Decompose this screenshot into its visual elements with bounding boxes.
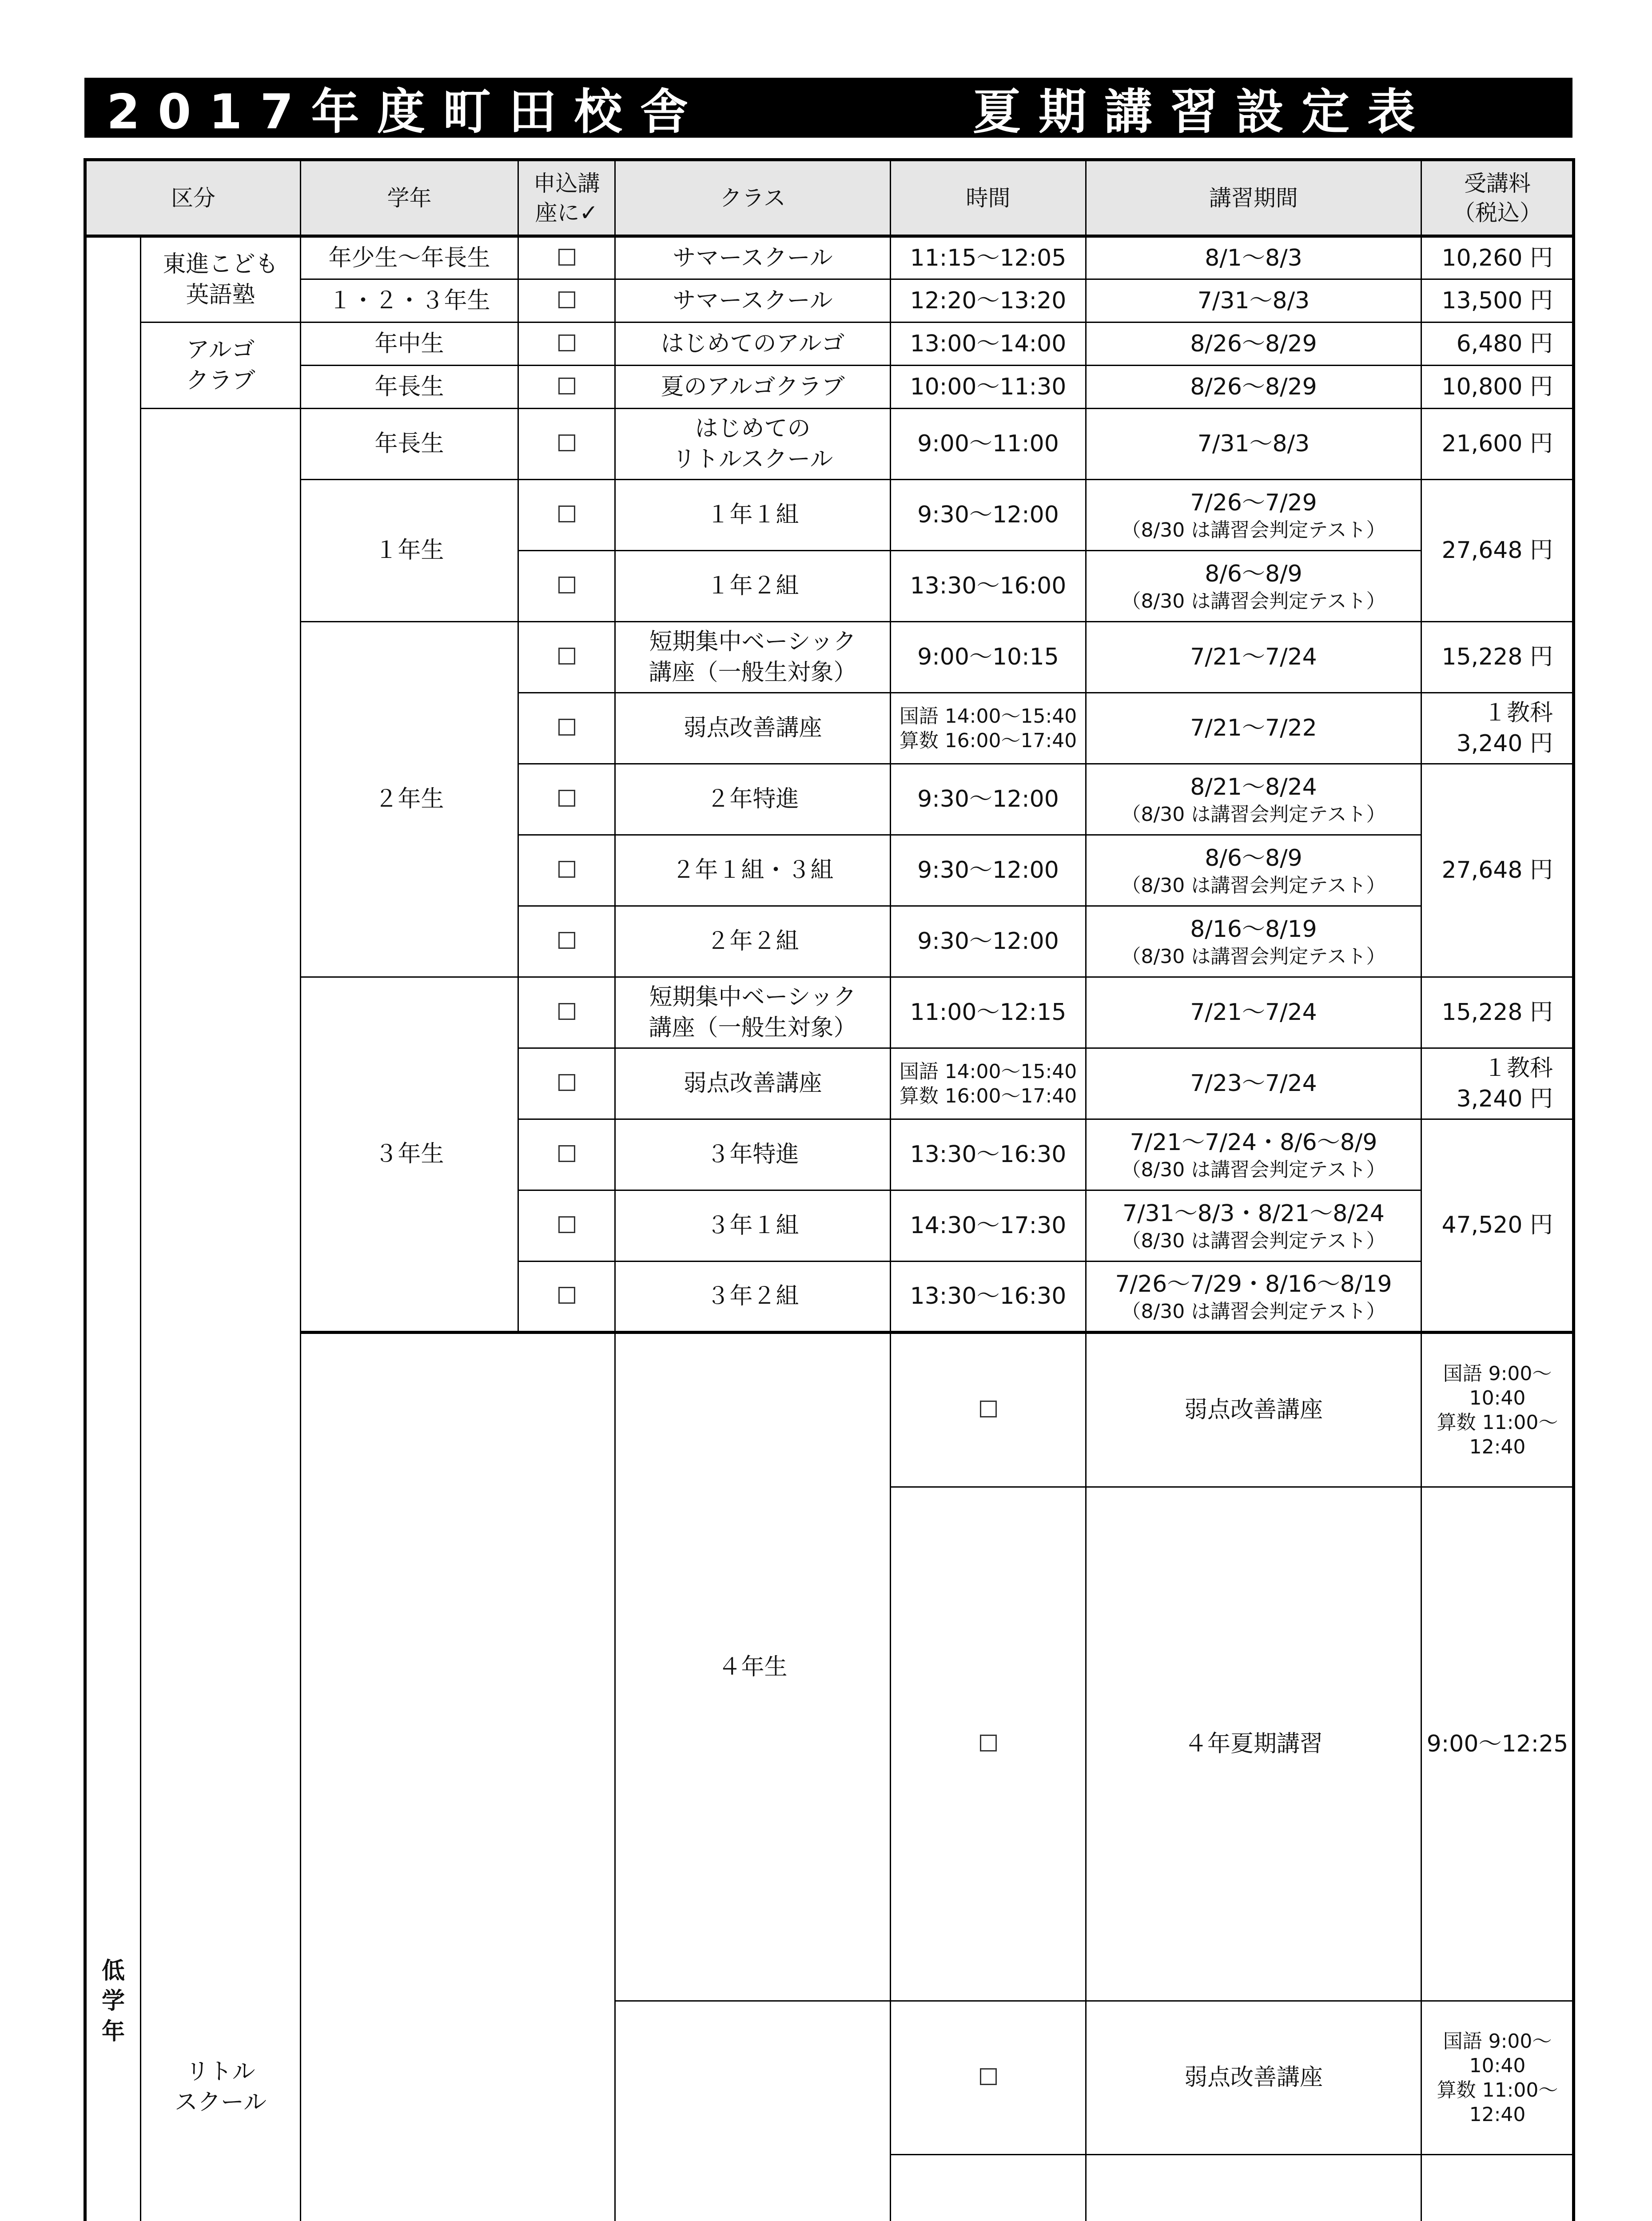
period-cell: 8/16〜8/19 （8/30 は講習会判定テスト）	[1086, 906, 1421, 977]
table-row	[85, 366, 1574, 409]
time-cell: 14:30〜17:30	[891, 1190, 1086, 1262]
class-cell: 夏のアルゴクラブ	[615, 366, 891, 409]
grade-cell: ３年生	[301, 977, 518, 1333]
apply-checkbox[interactable]	[891, 1487, 1086, 2001]
fee-cell: 27,648 円	[1421, 480, 1574, 622]
period-cell: 7/21〜7/24	[1086, 977, 1421, 1048]
apply-checkbox[interactable]	[518, 622, 615, 693]
header-kubun: 区分	[85, 160, 301, 236]
grade-cell: ２年生	[301, 622, 518, 977]
time-cell: 9:00〜10:15	[891, 622, 1086, 693]
grade-cell: １・２・３年生	[301, 279, 518, 322]
schedule-table	[84, 158, 1575, 2221]
table-row	[85, 409, 1574, 480]
period-cell: 7/31〜8/3	[1086, 409, 1421, 480]
section-low-grade: 低 学 年	[85, 236, 141, 2221]
period-cell: 7/26〜7/29・8/16〜8/19 （8/30 は講習会判定テスト）	[1086, 1262, 1421, 1333]
apply-checkbox[interactable]	[518, 1262, 615, 1333]
fee-cell: 6,480 円	[1421, 322, 1574, 366]
class-cell: １年１組	[615, 480, 891, 551]
header-grade: 学年	[301, 160, 518, 236]
time-cell: 9:30〜12:00	[891, 835, 1086, 906]
fee-cell: 15,228 円	[1421, 622, 1574, 693]
grade-cell: 年長生	[301, 409, 518, 480]
table-row	[85, 1333, 1574, 1487]
apply-checkbox[interactable]	[891, 2001, 1086, 2155]
period-cell: 8/6〜8/9 （8/30 は講習会判定テスト）	[1086, 835, 1421, 906]
grade-cell: １年生	[301, 480, 518, 622]
grade-cell: 年少生〜年長生	[301, 236, 518, 279]
apply-checkbox[interactable]	[518, 977, 615, 1048]
group-toshin-kodomo: 東進こども 英語塾	[141, 236, 301, 322]
apply-checkbox[interactable]	[518, 835, 615, 906]
time-cell: 13:00〜14:00	[891, 322, 1086, 366]
class-cell: ３年２組	[615, 1262, 891, 1333]
class-cell: はじめてのアルゴ	[615, 322, 891, 366]
time-cell: 10:00〜11:30	[891, 366, 1086, 409]
period-cell: 7/23〜7/24	[1086, 1048, 1421, 1119]
class-cell: 短期集中ベーシック 講座（一般生対象）	[615, 977, 891, 1048]
apply-checkbox[interactable]	[518, 409, 615, 480]
time-cell: 9:30〜12:00	[891, 480, 1086, 551]
time-cell: 9:00〜12:25	[1421, 1487, 1574, 2001]
class-cell: はじめての リトルスクール	[615, 409, 891, 480]
grade-cell: 年長生	[301, 366, 518, 409]
class-cell: 短期集中ベーシック 講座（一般生対象）	[615, 622, 891, 693]
class-cell: ２年１組・３組	[615, 835, 891, 906]
grade-cell	[615, 2001, 891, 2221]
title-school-year: 2017年度町田校舎	[107, 84, 706, 140]
period-cell: 7/21〜7/22	[1086, 693, 1421, 764]
class-cell: 弱点改善講座	[615, 693, 891, 764]
apply-checkbox[interactable]	[518, 1048, 615, 1119]
class-cell: ４年夏期講習	[1086, 1487, 1421, 2001]
fee-cell: 10,260 円	[1421, 236, 1574, 279]
apply-checkbox[interactable]	[518, 366, 615, 409]
apply-checkbox[interactable]	[518, 279, 615, 322]
class-cell: 弱点改善講座	[1086, 1333, 1421, 1487]
grade-cell: ４年生	[615, 1333, 891, 2001]
fee-cell: 15,228 円	[1421, 977, 1574, 1048]
fee-cell: 47,520 円	[1421, 1119, 1574, 1333]
class-cell	[1086, 2155, 1421, 2221]
apply-checkbox[interactable]	[518, 1119, 615, 1190]
time-cell: 11:15〜12:05	[891, 236, 1086, 279]
period-cell: 8/26〜8/29	[1086, 322, 1421, 366]
section-high-grade	[301, 1333, 615, 2221]
apply-checkbox[interactable]	[891, 1333, 1086, 1487]
apply-checkbox[interactable]	[518, 693, 615, 764]
table-row	[85, 977, 1574, 1048]
apply-checkbox[interactable]	[518, 906, 615, 977]
time-cell: 11:00〜12:15	[891, 977, 1086, 1048]
period-cell: 8/6〜8/9 （8/30 は講習会判定テスト）	[1086, 551, 1421, 622]
apply-checkbox[interactable]	[518, 1190, 615, 1262]
time-cell: 13:30〜16:30	[891, 1119, 1086, 1190]
class-cell: 弱点改善講座	[1086, 2001, 1421, 2155]
fee-cell: １教科 3,240 円	[1421, 693, 1574, 764]
period-cell: 7/31〜8/3・8/21〜8/24 （8/30 は講習会判定テスト）	[1086, 1190, 1421, 1262]
title-bar	[84, 78, 1572, 138]
apply-checkbox[interactable]	[518, 764, 615, 835]
fee-cell: 27,648 円	[1421, 764, 1574, 977]
period-cell: 8/26〜8/29	[1086, 366, 1421, 409]
apply-checkbox[interactable]	[518, 322, 615, 366]
class-cell: サマースクール	[615, 279, 891, 322]
time-cell: 国語 9:00〜10:40 算数 11:00〜12:40	[1421, 1333, 1574, 1487]
time-cell: 13:30〜16:30	[891, 1262, 1086, 1333]
class-cell: ３年特進	[615, 1119, 891, 1190]
period-cell: 7/21〜7/24・8/6〜8/9 （8/30 は講習会判定テスト）	[1086, 1119, 1421, 1190]
table-row	[85, 480, 1574, 551]
grade-cell: 年中生	[301, 322, 518, 366]
time-cell: 13:30〜16:00	[891, 551, 1086, 622]
table-header-row	[85, 160, 1574, 236]
apply-checkbox[interactable]	[891, 2155, 1086, 2221]
class-cell: サマースクール	[615, 236, 891, 279]
fee-cell: 21,600 円	[1421, 409, 1574, 480]
class-cell: ２年２組	[615, 906, 891, 977]
time-cell: 9:30〜12:00	[891, 906, 1086, 977]
header-period: 講習期間	[1086, 160, 1421, 236]
time-cell: 国語 14:00〜15:40 算数 16:00〜17:40	[891, 693, 1086, 764]
time-cell	[1421, 2155, 1574, 2221]
period-cell: 7/31〜8/3	[1086, 279, 1421, 322]
header-class: クラス	[615, 160, 891, 236]
class-cell: ２年特進	[615, 764, 891, 835]
fee-cell: 13,500 円	[1421, 279, 1574, 322]
time-cell: 9:00〜11:00	[891, 409, 1086, 480]
period-cell: 8/1〜8/3	[1086, 236, 1421, 279]
group-algo-club: アルゴ クラブ	[141, 322, 301, 409]
time-cell: 国語 14:00〜15:40 算数 16:00〜17:40	[891, 1048, 1086, 1119]
time-cell: 12:20〜13:20	[891, 279, 1086, 322]
period-cell: 7/21〜7/24	[1086, 622, 1421, 693]
period-cell: 7/26〜7/29 （8/30 は講習会判定テスト）	[1086, 480, 1421, 551]
class-cell: 弱点改善講座	[615, 1048, 891, 1119]
time-cell: 国語 9:00〜10:40 算数 11:00〜12:40	[1421, 2001, 1574, 2155]
time-cell: 9:30〜12:00	[891, 764, 1086, 835]
period-cell: 8/21〜8/24 （8/30 は講習会判定テスト）	[1086, 764, 1421, 835]
group-little-school: リトル スクール	[141, 409, 301, 2221]
table-row	[85, 322, 1574, 366]
table-row	[85, 279, 1574, 322]
fee-cell: １教科 3,240 円	[1421, 1048, 1574, 1119]
class-cell: １年２組	[615, 551, 891, 622]
header-fee: 受講料 （税込）	[1421, 160, 1574, 236]
table-row	[85, 622, 1574, 693]
table-row	[85, 236, 1574, 279]
title-schedule: 夏期講習設定表	[973, 84, 1433, 140]
class-cell: ３年１組	[615, 1190, 891, 1262]
header-apply: 申込講 座に✓	[518, 160, 615, 236]
apply-checkbox[interactable]	[518, 480, 615, 551]
apply-checkbox[interactable]	[518, 551, 615, 622]
apply-checkbox[interactable]	[518, 236, 615, 279]
header-time: 時間	[891, 160, 1086, 236]
fee-cell: 10,800 円	[1421, 366, 1574, 409]
